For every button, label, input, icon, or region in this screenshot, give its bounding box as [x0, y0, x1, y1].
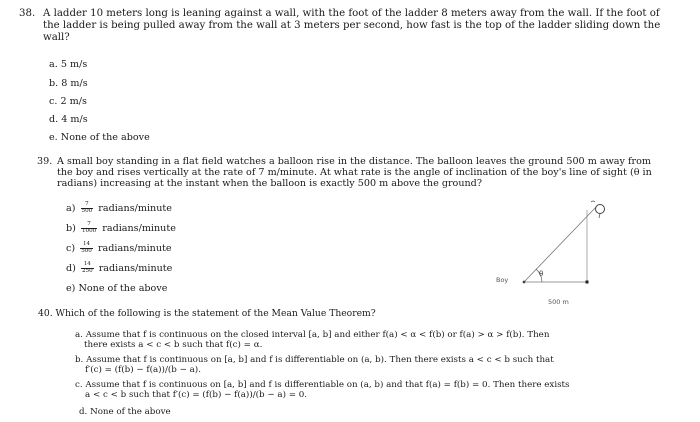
- option-letter: b): [66, 222, 76, 234]
- option-fraction: [80, 242, 93, 255]
- option-letter: a.: [49, 59, 58, 70]
- q40-option-b[interactable]: [75, 355, 675, 375]
- option-letter: a.: [75, 330, 83, 340]
- option-text: radians/minute: [102, 222, 176, 234]
- q40-option-c-line2: a < c < b such that f′(c) = (f(b) − f(a))/(b − a) = 0.: [85, 390, 308, 400]
- q40-option-c[interactable]: [75, 380, 675, 400]
- option-letter: c.: [75, 380, 83, 390]
- theta-label: θ: [539, 270, 544, 278]
- option-text: 5 m/s: [60, 59, 88, 70]
- fraction-denominator: 500: [81, 247, 92, 254]
- q39-option-e[interactable]: [66, 283, 167, 295]
- option-text: None of the above: [90, 407, 171, 417]
- q39-option-c[interactable]: [66, 242, 172, 255]
- balloon-mark: [591, 201, 595, 202]
- q40-option-b-line2: f′(c) = (f(b) − f(a))/(b − a).: [85, 365, 201, 375]
- fraction-denominator: 500: [81, 207, 93, 214]
- q39-option-d[interactable]: [66, 262, 172, 275]
- option-text: Assume that f is continuous on the closed interval [a, b] and either f(a) < α < f(b) or f(a) > α > f(b). Then: [85, 330, 550, 340]
- fraction-denominator: 250: [81, 267, 93, 274]
- fraction-numerator: 7: [81, 222, 97, 229]
- balloon-diagram: [490, 178, 650, 308]
- balloon-string: [599, 214, 600, 219]
- q39-question: A small boy standing in a flat field watches a balloon rise in the distance. The balloon leaves the ground 500 m away from the boy and rises vertically at the rate of 7 m/minute. At what rate is the angle of inclination of the boy's line of sight (θ in radians) increasing at the instant when the balloon is exactly 500 m above the ground?: [57, 156, 652, 190]
- option-letter: b.: [49, 78, 59, 89]
- option-letter: c.: [49, 96, 58, 107]
- q40-option-d[interactable]: [79, 407, 679, 417]
- option-letter: d): [66, 262, 76, 274]
- option-letter: d.: [79, 407, 88, 417]
- q39-option-b[interactable]: [66, 222, 176, 235]
- q40-block: [38, 308, 376, 319]
- option-text: Assume that f is continuous on [a, b] and f is differentiable on (a, b) and that f(a) = f(b) = 0. Then there exists: [85, 380, 570, 390]
- q40-question: Which of the following is the statement of the Mean Value Theorem?: [55, 308, 376, 319]
- q40-number: 40.: [38, 308, 53, 319]
- fraction-numerator: 14: [81, 262, 94, 269]
- q39-option-a[interactable]: [66, 202, 172, 215]
- q40-option-a-line1: [75, 330, 675, 340]
- fraction-denominator: 1000: [81, 227, 97, 234]
- option-fraction: [81, 222, 97, 235]
- q40-option-a-line2: there exists a < c < b such that f(c) = α.: [84, 340, 263, 350]
- q38-option-a[interactable]: [49, 59, 87, 71]
- option-text: 8 m/s: [61, 78, 88, 89]
- q39-number: 39.: [37, 156, 53, 167]
- q38-option-e[interactable]: [49, 132, 150, 144]
- option-text: radians/minute: [98, 202, 172, 214]
- option-text: Assume that f is continuous on [a, b] and f is differentiable on (a, b). Then there exists a < c < b such that: [86, 355, 554, 365]
- q38-option-c[interactable]: [49, 96, 87, 108]
- fraction-numerator: 7: [81, 202, 94, 209]
- option-letter: e.: [49, 132, 58, 143]
- option-text: None of the above: [60, 132, 150, 143]
- line-of-sight: [524, 206, 597, 282]
- option-letter: e): [66, 283, 76, 294]
- q40-option-a[interactable]: [75, 330, 675, 350]
- option-text: 2 m/s: [60, 96, 87, 107]
- option-letter: b.: [75, 355, 84, 365]
- balloon-icon: [596, 205, 605, 214]
- fraction-numerator: 14: [80, 242, 93, 249]
- option-text: 4 m/s: [61, 114, 88, 125]
- option-fraction: [81, 202, 94, 215]
- option-text: radians/minute: [97, 242, 172, 254]
- q38-option-b[interactable]: [49, 78, 88, 90]
- option-letter: d.: [49, 114, 59, 125]
- distance-label: 500 m: [548, 298, 569, 306]
- base-marker: [586, 281, 589, 284]
- option-letter: c): [66, 242, 76, 254]
- q38-question: A ladder 10 meters long is leaning against a wall, with the foot of the ladder 8 meters away from the wall. If the foot of the ladder is being pulled away from the wall at 3 meters per second, how fast is the top of the ladder sliding down the wall?: [43, 8, 661, 44]
- q40-option-b-line1: [75, 355, 675, 365]
- boy-label: Boy: [496, 276, 509, 284]
- q40-option-c-line1: [75, 380, 675, 390]
- option-text: radians/minute: [98, 262, 173, 274]
- option-text: None of the above: [78, 283, 168, 294]
- boy-marker: [523, 281, 526, 284]
- q38-text: [43, 8, 665, 45]
- q38-option-d[interactable]: [49, 114, 88, 126]
- balloon-diagram-svg: [490, 178, 650, 308]
- q38-number: 38.: [19, 8, 36, 19]
- option-fraction: [81, 262, 94, 275]
- option-letter: a): [66, 202, 76, 214]
